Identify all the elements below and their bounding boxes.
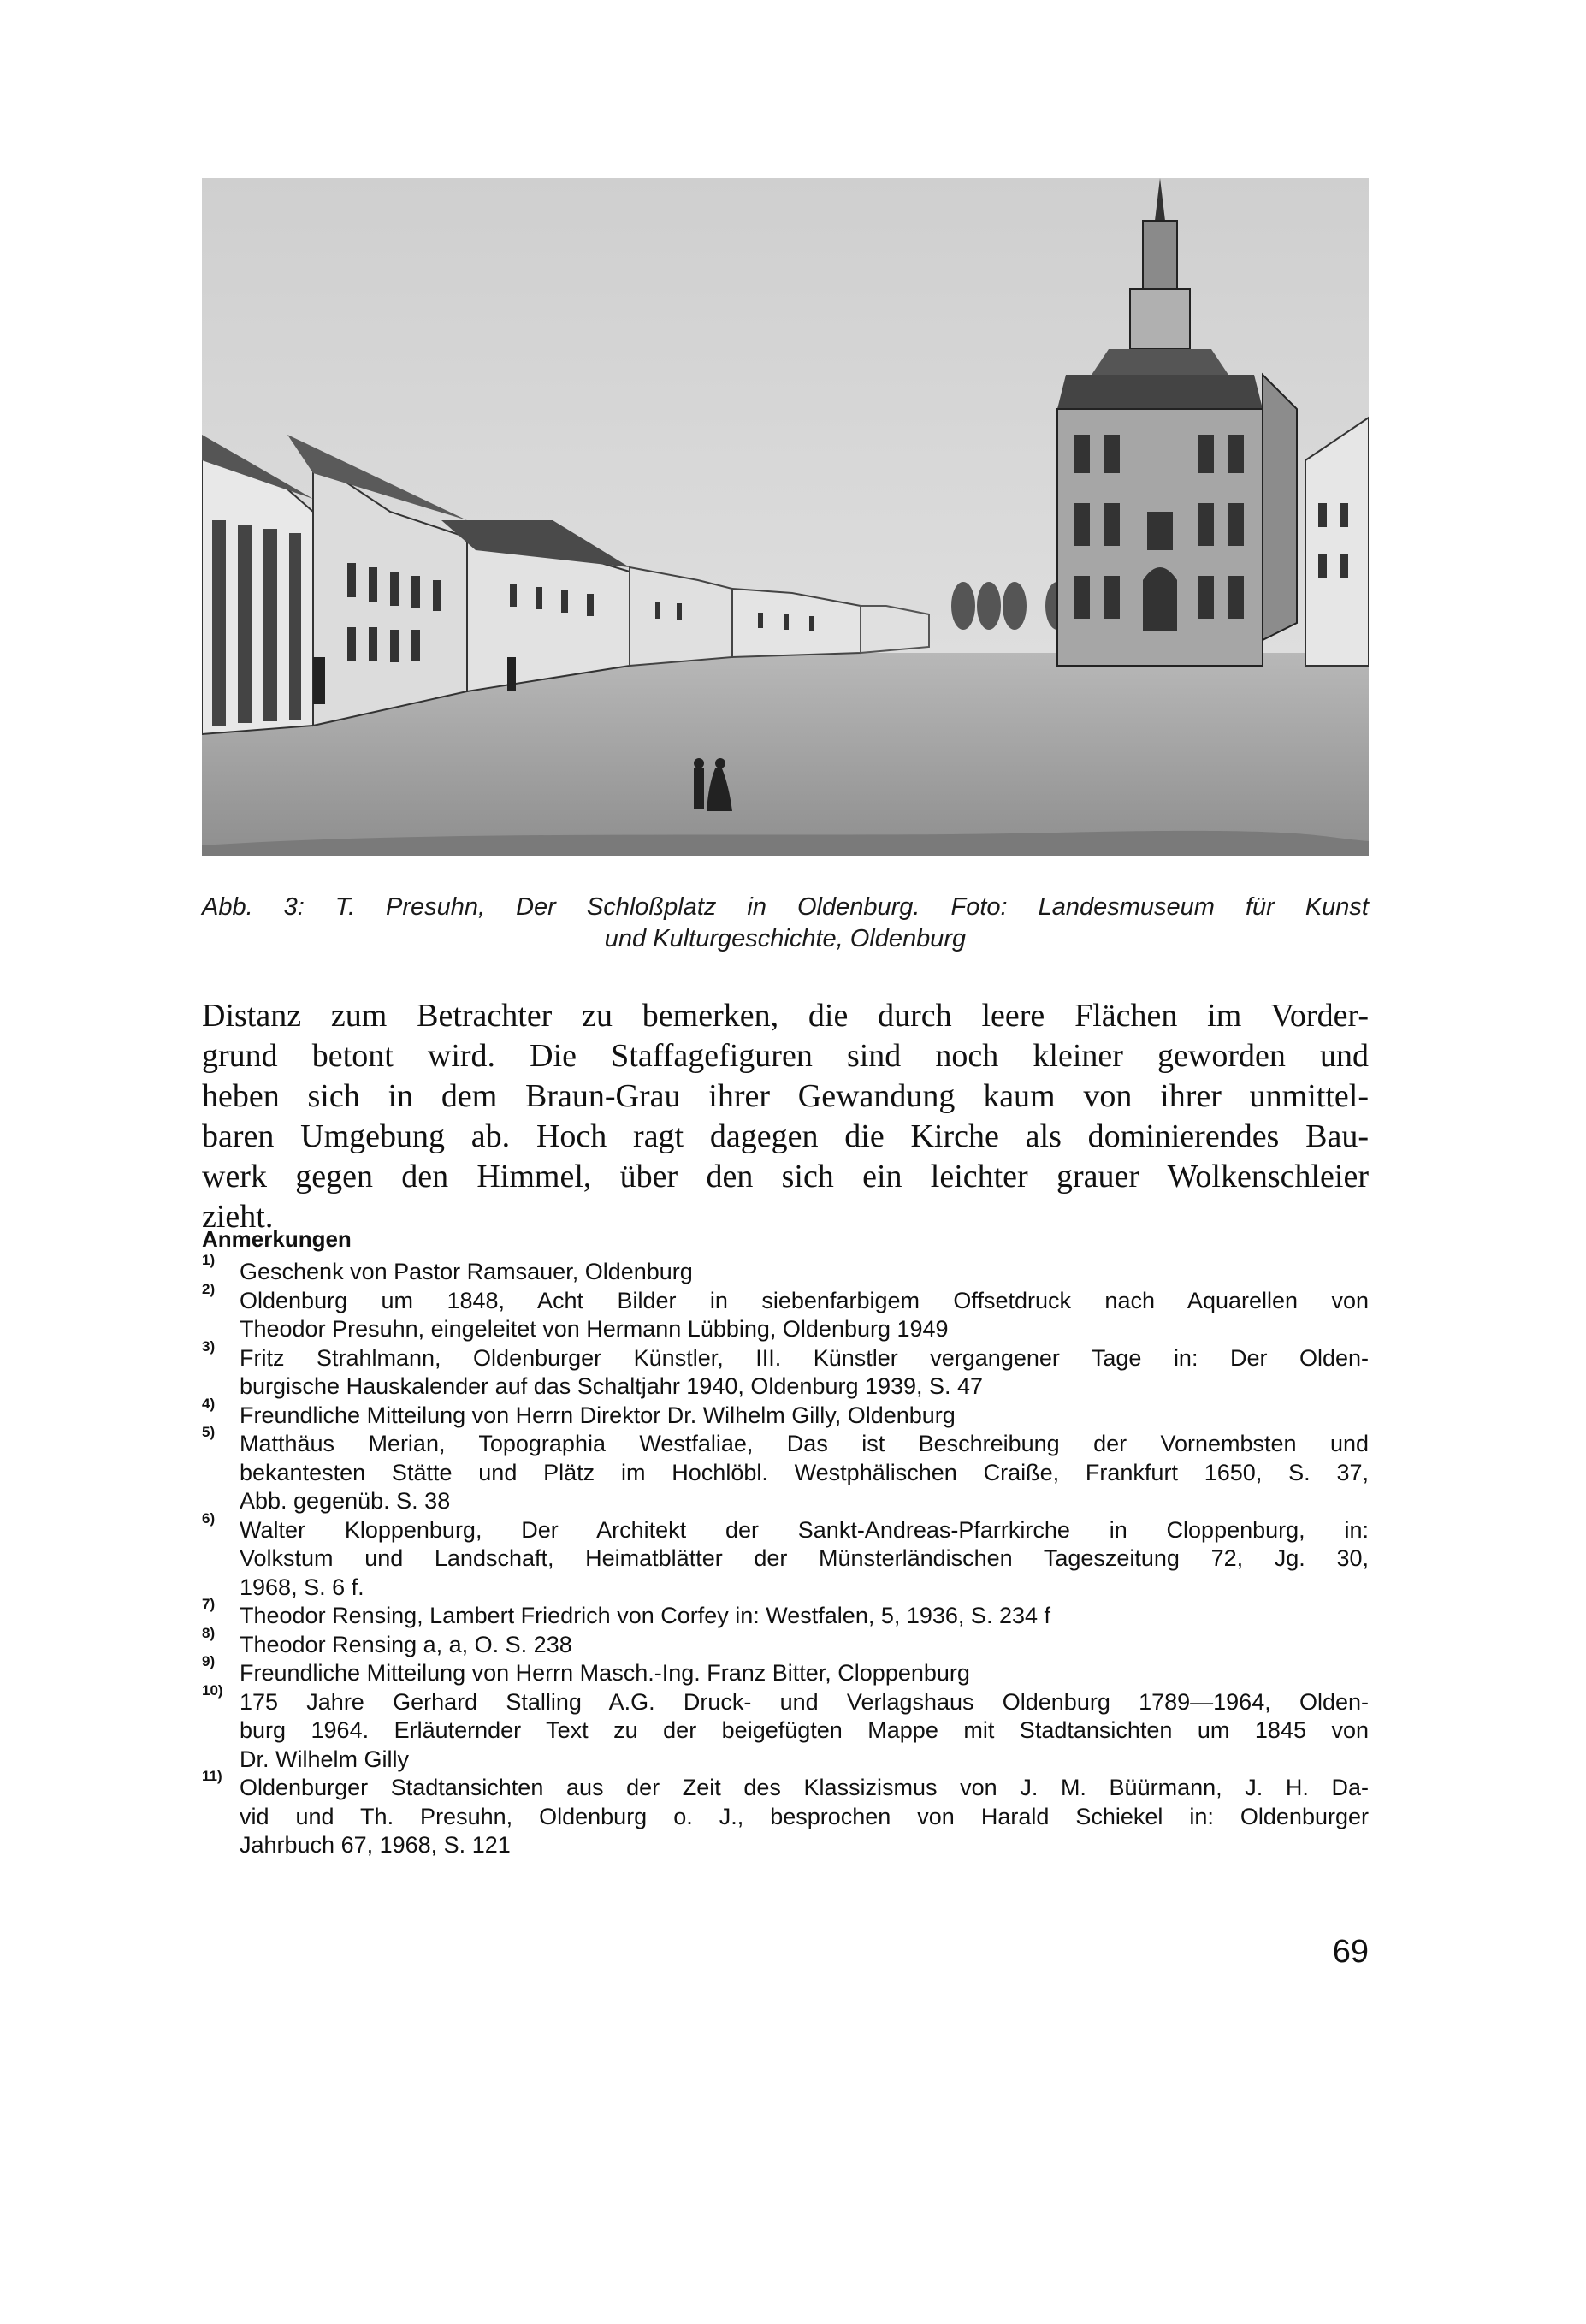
footnote [202, 1624, 1369, 1660]
footnote-line: Dr. Wilhelm Gilly [240, 1746, 410, 1772]
footnote-number: 6) [202, 1509, 216, 1527]
footnote-line: Abb. gegenüb. S. 38 [240, 1488, 451, 1514]
figure-caption [202, 892, 1369, 955]
footnote-number: 8) [202, 1624, 216, 1641]
body-line: werk gegen den Himmel, über den sich ein leichter grauer Wolkenschleier [202, 1159, 1369, 1195]
footnote-line: Freundliche Mitteilung von Herrn Direktor Dr. Wilhelm Gilly, Oldenburg [240, 1402, 956, 1428]
footnote-line: Geschenk von Pastor Ramsauer, Oldenburg [240, 1259, 693, 1284]
caption-line-1: Abb. 3: T. Presuhn, Der Schloßplatz in Oldenburg. Foto: Landesmuseum für Kunst [202, 893, 1369, 921]
footnote-line: 1968, S. 6 f. [240, 1574, 364, 1600]
footnote [202, 1681, 1369, 1775]
footnote-line: Oldenburger Stadtansichten aus der Zeit des Klassizismus von J. M. Büürmann, J. H. Da- [240, 1775, 1369, 1800]
footnote-line: Walter Kloppenburg, Der Architekt der Sankt-Andreas-Pfarrkirche in Cloppenburg, in: [240, 1516, 1369, 1543]
footnote [202, 1653, 1369, 1688]
schlossplatz-engraving [202, 178, 1369, 856]
footnote-line: 175 Jahre Gerhard Stalling A.G. Druck- und Verlagshaus Oldenburg 1789—1964, Olden- [240, 1688, 1369, 1715]
caption-line-2: und Kulturgeschichte, Oldenburg [604, 925, 967, 952]
figure-image [202, 178, 1369, 856]
footnote [202, 1509, 1369, 1603]
footnote-line: Theodor Rensing a, a, O. S. 238 [240, 1631, 572, 1657]
footnote [202, 1768, 1369, 1860]
footnote [202, 1252, 1369, 1287]
footnote [202, 1337, 1369, 1402]
body-line: zieht. [202, 1199, 274, 1235]
footnote-line: burgische Hauskalender auf das Schaltjahr 1940, Oldenburg 1939, S. 47 [240, 1373, 984, 1399]
footnote-line: Theodor Presuhn, eingeleitet von Hermann Lübbing, Oldenburg 1949 [240, 1316, 949, 1342]
footnote-line: Jahrbuch 67, 1968, S. 121 [240, 1832, 511, 1858]
footnote-line: vid und Th. Presuhn, Oldenburg o. J., besprochen von Harald Schiekel in: Oldenburger [240, 1803, 1369, 1829]
footnote [202, 1395, 1369, 1431]
footnote-line: Matthäus Merian, Topographia Westfaliae, Das ist Beschreibung der Vornembsten und [240, 1431, 1369, 1456]
footnote-number: 7) [202, 1596, 216, 1612]
notes-heading: Anmerkungen [202, 1226, 352, 1252]
footnote-line: Theodor Rensing, Lambert Friedrich von Corfey in: Westfalen, 5, 1936, S. 234 f [240, 1603, 1050, 1628]
footnote-number: 9) [202, 1653, 216, 1669]
body-line: Distanz zum Betrachter zu bemerken, die durch leere Flächen im Vorder- [202, 998, 1369, 1034]
footnotes-list [202, 1252, 1369, 1860]
body-paragraph [202, 996, 1369, 1237]
page-number: 69 [1332, 1934, 1369, 1970]
footnote-number: 4) [202, 1395, 216, 1412]
footnote-number: 2) [202, 1280, 216, 1297]
body-line: grund betont wird. Die Staffagefiguren sind noch kleiner geworden und [202, 1038, 1369, 1074]
footnote-line: Oldenburg um 1848, Acht Bilder in siebenfarbigem Offsetdruck nach Aquarellen von [240, 1287, 1369, 1313]
footnote-number: 3) [202, 1337, 216, 1355]
footnote-line: Freundliche Mitteilung von Herrn Masch.-Ing. Franz Bitter, Cloppenburg [240, 1660, 970, 1686]
footnote-number: 11) [202, 1768, 222, 1784]
body-line: heben sich in dem Braun-Grau ihrer Gewandung kaum von ihrer unmittel- [202, 1078, 1369, 1114]
footnote-number: 1) [202, 1252, 216, 1268]
footnote-line: bekantesten Stätte und Plätz im Hochlöbl. Westphälischen Craiße, Frankfurt 1650, S. 37, [240, 1459, 1369, 1485]
footnote-number: 10) [202, 1681, 223, 1699]
footnote [202, 1280, 1369, 1344]
footnote-line: burg 1964. Erläuternder Text zu der beigefügten Mappe mit Stadtansichten um 1845 von [240, 1717, 1369, 1743]
footnote-line: Volkstum und Landschaft, Heimatblätter der Münsterländischen Tageszeitung 72, Jg. 30, [240, 1545, 1369, 1571]
footnote-line: Fritz Strahlmann, Oldenburger Künstler, III. Künstler vergangener Tage in: Der Olden- [240, 1344, 1369, 1371]
body-line: baren Umgebung ab. Hoch ragt dagegen die Kirche als dominierendes Bau- [202, 1118, 1369, 1154]
footnote-number: 5) [202, 1424, 216, 1440]
footnote [202, 1596, 1369, 1631]
footnote [202, 1424, 1369, 1516]
